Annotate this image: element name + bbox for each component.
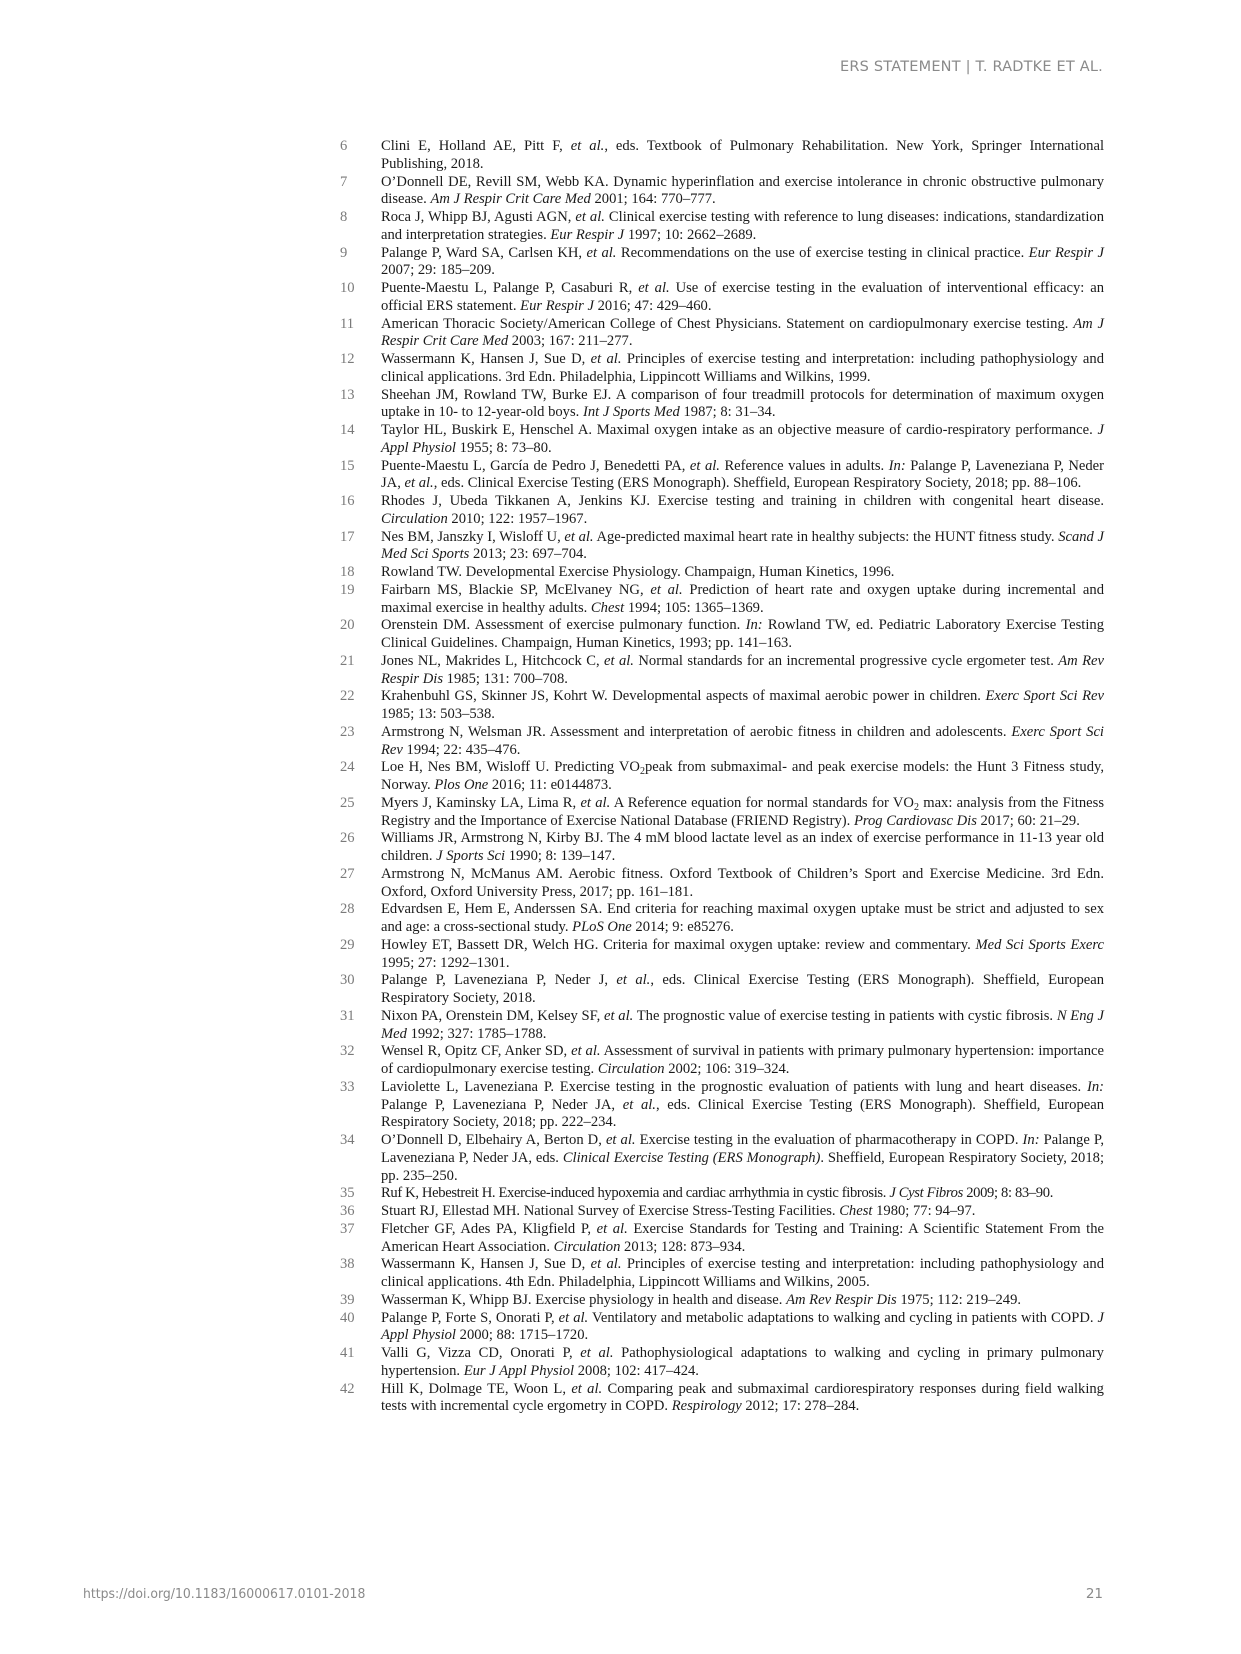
reference-segment: 1995; 27: 1292–1301.	[381, 954, 510, 971]
reference-segment: Rhodes J, Ubeda Tikkanen A, Jenkins KJ. Exercise testing and training in children with congenital heart disease.	[381, 493, 1104, 509]
reference-segment: O’Donnell DE, Revill SM, Webb KA. Dynamic hyperinflation and exercise intolerance in chronic obstructive pulmonary disease.	[381, 173, 1104, 208]
reference-segment: 1994; 105: 1365–1369.	[624, 599, 764, 616]
reference-segment: Prediction of heart rate and oxygen uptake during incremental and maximal exercise in healthy adults.	[381, 581, 1104, 616]
reference-italic-segment: et al.	[564, 528, 594, 545]
reference-text	[381, 830, 1104, 866]
reference-number: 7	[340, 173, 348, 190]
reference-segment: Orenstein DM. Assessment of exercise pulmonary function.	[381, 617, 746, 634]
reference-italic-segment: PLoS One	[572, 919, 632, 935]
reference-italic-segment: Am J Respir Crit Care Med	[381, 315, 1104, 350]
reference-italic-segment: Am J Respir Crit Care Med	[430, 191, 591, 208]
reference-number: 27	[340, 865, 355, 882]
reference-italic-segment: J Appl Physiol	[381, 1309, 1105, 1344]
reference-text	[381, 422, 1104, 458]
reference-text	[381, 245, 1104, 281]
reference-segment: Palange P, Laveneziana P, Neder J,	[381, 972, 617, 989]
reference-number: 39	[340, 1291, 355, 1308]
reference-segment: O’Donnell D, Elbehairy A, Berton D,	[381, 1132, 606, 1148]
reference-segment: Wassermann K, Hansen J, Sue D,	[381, 351, 591, 367]
reference-italic-segment: et al.	[571, 1380, 603, 1397]
reference-number: 17	[340, 528, 355, 545]
reference-text	[381, 866, 1104, 902]
reference-text	[381, 316, 1104, 352]
reference-item	[340, 245, 1104, 281]
reference-text	[381, 617, 1104, 653]
reference-item	[340, 617, 1104, 653]
reference-number: 16	[340, 493, 355, 509]
page-number: 21	[1085, 1586, 1103, 1602]
reference-text	[381, 1381, 1104, 1417]
reference-text	[381, 1345, 1104, 1381]
reference-segment: Palange P, Ward SA, Carlsen KH,	[381, 244, 587, 261]
reference-item	[340, 387, 1104, 423]
reference-segment: Jones NL, Makrides L, Hitchcock C,	[381, 652, 605, 669]
reference-segment: 1992; 327: 1785–1788.	[406, 1025, 547, 1042]
reference-italic-segment: et al.	[575, 209, 605, 225]
reference-segment: 1975; 112: 219–249.	[896, 1291, 1022, 1308]
reference-italic-segment: et al.	[616, 972, 651, 989]
reference-segment: Age-predicted maximal heart rate in healthy subjects: the HUNT fitness study.	[593, 528, 1059, 545]
doi-link[interactable]: https://doi.org/10.1183/16000617.0101-2018	[83, 1586, 366, 1602]
reference-subscript: 2	[913, 801, 919, 813]
reference-segment: , eds. Textbook of Pulmonary Rehabilitation. New York, Springer International Publishing, 2018.	[381, 138, 1105, 172]
reference-segment: 2010; 122: 1957–1967.	[447, 510, 588, 527]
reference-italic-segment: Circulation	[597, 1061, 665, 1077]
reference-segment: Exercise Standards for Testing and Training: A Scientific Statement From the American Heart Association.	[381, 1220, 1104, 1255]
reference-item	[340, 866, 1104, 902]
reference-text	[381, 529, 1104, 565]
reference-number: 15	[340, 457, 355, 474]
reference-italic-segment: Respirology	[671, 1398, 742, 1415]
reference-segment: Principles of exercise testing and interpretation: including pathophysiology and clinical applications. 3rd Edn. Philadelphia, Lippincott Williams and Wilkins, 1999.	[381, 351, 1104, 385]
reference-italic-segment: et al.	[638, 280, 670, 296]
reference-segment: peak from submaximal- and peak exercise models: the Hunt 3 Fitness study, Norway.	[381, 759, 1104, 793]
reference-segment: Nes BM, Janszky I, Wisloff U,	[381, 528, 565, 545]
reference-item	[340, 1132, 1104, 1185]
reference-italic-segment: et al.	[650, 581, 683, 598]
reference-segment: Clini E, Holland AE, Pitt F,	[381, 138, 571, 154]
reference-segment: Wasserman K, Whipp BJ. Exercise physiology in health and disease.	[381, 1291, 787, 1308]
reference-item	[340, 1221, 1104, 1257]
reference-item	[340, 1185, 1104, 1203]
reference-text	[381, 1043, 1104, 1079]
reference-italic-segment: Exerc Sport Sci Rev	[985, 688, 1104, 705]
reference-text	[381, 1008, 1104, 1044]
reference-segment: , eds. Clinical Exercise Testing (ERS Monograph). Sheffield, European Respiratory Society, 2018; pp. 222–234.	[381, 1096, 1104, 1131]
reference-text	[381, 1256, 1104, 1292]
reference-list	[340, 138, 1104, 1416]
reference-text	[381, 209, 1104, 245]
reference-segment: . Sheffield, European Respiratory Society, 2018; pp. 235–250.	[381, 1149, 1104, 1184]
reference-number: 35	[340, 1185, 355, 1202]
reference-italic-segment: et al.	[580, 1345, 614, 1361]
reference-number: 20	[340, 617, 355, 634]
reference-segment: The prognostic value of exercise testing in patients with cystic fibrosis.	[633, 1007, 1057, 1024]
reference-item	[340, 937, 1104, 973]
reference-text	[381, 1310, 1104, 1346]
reference-number: 13	[340, 386, 355, 403]
reference-segment: 2017; 60: 21–29.	[976, 812, 1080, 829]
reference-segment: Stuart RJ, Ellestad MH. National Survey of Exercise Stress-Testing Facilities.	[381, 1203, 840, 1219]
reference-italic-segment: Int J Sports Med	[582, 404, 680, 421]
reference-italic-segment: et al.	[605, 1132, 636, 1148]
reference-number: 29	[340, 936, 355, 953]
reference-segment: 1985; 131: 700–708.	[443, 670, 568, 687]
reference-number: 26	[340, 830, 355, 847]
reference-segment: max: analysis from the Fitness Registry and the Importance of Exercise National Database (FRIEND Registry).	[381, 794, 1104, 829]
reference-italic-segment: et al.	[571, 1043, 601, 1060]
reference-number: 28	[340, 901, 355, 918]
reference-italic-segment: et al.	[596, 1220, 628, 1237]
reference-italic-segment: et al.	[580, 794, 611, 811]
reference-segment: 2013; 23: 697–704.	[469, 546, 587, 563]
reference-text	[381, 387, 1104, 423]
reference-item	[340, 901, 1104, 937]
reference-segment: Palange P, Forte S, Onorati P,	[381, 1309, 559, 1326]
reference-text	[381, 1079, 1104, 1132]
reference-segment: Sheehan JM, Rowland TW, Burke EJ. A comparison of four treadmill protocols for determination of maximum oxygen uptake in 10- to 12-year-old boys.	[381, 386, 1104, 421]
reference-text	[381, 493, 1104, 529]
reference-segment: 2000; 88: 1715–1720.	[456, 1327, 589, 1344]
reference-segment: Recommendations on the use of exercise testing in clinical practice.	[616, 244, 1029, 261]
reference-item	[340, 1345, 1104, 1381]
reference-text	[381, 901, 1104, 937]
reference-item	[340, 1292, 1104, 1310]
reference-number: 6	[340, 138, 348, 154]
reference-text	[381, 972, 1104, 1008]
reference-segment: Krahenbuhl GS, Skinner JS, Kohrt W. Developmental aspects of maximal aerobic power in children.	[381, 688, 986, 705]
reference-number: 40	[340, 1309, 355, 1326]
reference-segment: Howley ET, Bassett DR, Welch HG. Criteria for maximal oxygen uptake: review and commentary.	[381, 936, 976, 953]
reference-italic-segment: N Eng J Med	[381, 1007, 1105, 1042]
reference-italic-segment: et al.	[590, 1256, 622, 1273]
reference-segment: Wassermann K, Hansen J, Sue D,	[381, 1256, 591, 1273]
reference-number: 36	[340, 1203, 355, 1219]
reference-number: 23	[340, 723, 355, 740]
reference-item	[340, 564, 1104, 582]
reference-segment: 2002; 106: 319–324.	[664, 1061, 790, 1077]
reference-italic-segment: Eur Respir J	[1028, 244, 1104, 261]
reference-segment: Hill K, Dolmage TE, Woon L,	[381, 1380, 572, 1397]
reference-italic-segment: et al.	[604, 652, 634, 669]
reference-text	[381, 280, 1104, 316]
reference-italic-segment: Prog Cardiovasc Dis	[853, 812, 977, 829]
reference-text	[381, 1292, 1104, 1310]
reference-segment: 2009; 8: 83–90.	[962, 1185, 1053, 1202]
reference-italic-segment: et al.	[586, 244, 617, 261]
reference-italic-segment: In:	[1086, 1078, 1104, 1095]
reference-segment: Fairbarn MS, Blackie SP, McElvaney NG,	[381, 581, 651, 598]
reference-text	[381, 458, 1104, 494]
reference-segment: Palange P, Laveneziana P, Neder JA,	[381, 1096, 623, 1113]
reference-segment: , eds. Clinical Exercise Testing (ERS Monograph). Sheffield, European Respiratory Society, 2018.	[381, 972, 1104, 1006]
reference-segment: Roca J, Whipp BJ, Agusti AGN,	[381, 209, 576, 225]
reference-text	[381, 582, 1104, 618]
reference-segment: Exercise testing in the evaluation of pharmacotherapy in COPD.	[635, 1132, 1023, 1148]
reference-segment: Rowland TW, ed. Pediatric Laboratory Exercise Testing Clinical Guidelines. Champaign, Human Kinetics, 1993; pp. 141–163.	[381, 617, 1104, 651]
reference-italic-segment: Chest	[839, 1203, 873, 1219]
reference-italic-segment: Circulation	[381, 510, 448, 527]
reference-number: 37	[340, 1220, 355, 1237]
reference-segment: Taylor HL, Buskirk E, Henschel A. Maximal oxygen intake as an objective measure of cardio-respiratory performance.	[381, 422, 1098, 438]
reference-segment: Ruf K, Hebestreit H. Exercise-induced hypoxemia and cardiac arrhythmia in cystic fibrosis.	[381, 1185, 890, 1202]
reference-italic-segment: J Sports Sci	[436, 848, 506, 864]
reference-segment: Ventilatory and metabolic adaptations to walking and cycling in patients with COPD.	[588, 1309, 1098, 1326]
reference-item	[340, 422, 1104, 458]
reference-item	[340, 1381, 1104, 1417]
reference-text	[381, 795, 1104, 831]
reference-segment: Nixon PA, Orenstein DM, Kelsey SF,	[381, 1007, 605, 1024]
reference-italic-segment: Circulation	[553, 1238, 621, 1255]
reference-number: 34	[340, 1132, 355, 1148]
reference-number: 38	[340, 1256, 355, 1273]
reference-segment: 1997; 10: 2662–2689.	[624, 226, 757, 243]
reference-italic-segment: Clinical Exercise Testing (ERS Monograph)	[562, 1149, 821, 1166]
reference-italic-segment: In:	[888, 457, 906, 474]
reference-number: 41	[340, 1345, 355, 1361]
reference-segment: Normal standards for an incremental progressive cycle ergometer test.	[633, 652, 1059, 669]
reference-item	[340, 724, 1104, 760]
reference-number: 11	[340, 315, 355, 332]
reference-item	[340, 830, 1104, 866]
reference-segment: Reference values in adults.	[719, 457, 889, 474]
reference-item	[340, 174, 1104, 210]
reference-item	[340, 1079, 1104, 1132]
reference-segment: Assessment of survival in patients with primary pulmonary hypertension: importance of cardiopulmonary exercise testing.	[381, 1043, 1104, 1077]
reference-italic-segment: et al.	[689, 457, 720, 474]
reference-segment: Valli G, Vizza CD, Onorati P,	[381, 1345, 581, 1361]
reference-item	[340, 688, 1104, 724]
reference-text	[381, 1203, 1104, 1221]
reference-italic-segment: Eur Respir J	[550, 226, 625, 243]
reference-text	[381, 1132, 1104, 1185]
reference-segment: Pathophysiological adaptations to walking and cycling in primary pulmonary hypertension.	[381, 1345, 1104, 1379]
reference-segment: 1955; 8: 73–80.	[456, 439, 552, 456]
reference-item	[340, 458, 1104, 494]
reference-text	[381, 688, 1104, 724]
reference-item	[340, 280, 1104, 316]
reference-segment: 2001; 164: 770–777.	[590, 191, 716, 208]
reference-text	[381, 1185, 1104, 1203]
reference-number: 42	[340, 1380, 355, 1397]
reference-text	[381, 564, 1104, 582]
reference-item	[340, 493, 1104, 529]
reference-italic-segment: Eur Respir J	[520, 297, 594, 314]
reference-item	[340, 1008, 1104, 1044]
reference-italic-segment: et al.	[404, 475, 434, 492]
reference-italic-segment: J Appl Physiol	[381, 422, 1104, 456]
reference-segment: 2007; 29: 185–209.	[381, 262, 495, 279]
reference-italic-segment: Eur J Appl Physiol	[463, 1362, 575, 1379]
reference-italic-segment: et al.	[622, 1096, 656, 1113]
reference-item	[340, 972, 1104, 1008]
reference-segment: 2008; 102: 417–424.	[574, 1362, 699, 1379]
reference-number: 22	[340, 688, 355, 705]
reference-italic-segment: Scand J Med Sci Sports	[381, 528, 1104, 563]
reference-number: 18	[340, 564, 355, 580]
reference-segment: Wensel R, Opitz CF, Anker SD,	[381, 1043, 572, 1060]
reference-item	[340, 138, 1104, 174]
reference-text	[381, 174, 1104, 210]
reference-text	[381, 724, 1104, 760]
reference-segment: Armstrong N, McManus AM. Aerobic fitness. Oxford Textbook of Children’s Sport and Exercise Medicine. 3rd Edn. Oxford, Oxford University Press, 2017; pp. 161–181.	[381, 865, 1104, 900]
reference-text	[381, 138, 1104, 174]
reference-italic-segment: et al.	[570, 138, 605, 154]
reference-segment: Use of exercise testing in the evaluation of interventional efficacy: an official ERS statement.	[381, 280, 1104, 314]
reference-segment: Williams JR, Armstrong N, Kirby BJ. The 4 mM blood lactate level as an index of exercise performance in 11-13 year old children.	[381, 830, 1104, 864]
reference-segment: 1994; 22: 435–476.	[402, 741, 521, 758]
reference-text	[381, 937, 1104, 973]
reference-segment: Laviolette L, Laveneziana P. Exercise testing in the prognostic evaluation of patients with lung and heart diseases.	[381, 1078, 1087, 1095]
reference-number: 10	[340, 280, 355, 296]
reference-number: 33	[340, 1078, 355, 1095]
reference-italic-segment: Med Sci Sports Exerc	[975, 936, 1104, 953]
reference-segment: Comparing peak and submaximal cardiorespiratory responses during field walking tests with incremental cycle ergometry in COPD.	[381, 1380, 1104, 1415]
reference-segment: 2016; 11: e0144873.	[488, 777, 612, 793]
reference-segment: 2016; 47: 429–460.	[593, 297, 712, 314]
reference-italic-segment: et al.	[590, 351, 622, 367]
reference-segment: 2003; 167: 211–277.	[508, 333, 633, 350]
reference-item	[340, 759, 1104, 795]
reference-number: 12	[340, 351, 355, 367]
reference-segment: 1980; 77: 94–97.	[872, 1203, 976, 1219]
reference-segment: Principles of exercise testing and interpretation: including pathophysiology and clinical applications. 4th Edn. Philadelphia, Lippincott Williams and Wilkins, 2005.	[381, 1256, 1104, 1290]
reference-item	[340, 1203, 1104, 1221]
reference-segment: Myers J, Kaminsky LA, Lima R,	[381, 794, 581, 811]
reference-italic-segment: Exerc Sport Sci Rev	[381, 723, 1104, 758]
reference-item	[340, 209, 1104, 245]
reference-segment: Puente-Maestu L, Palange P, Casaburi R,	[381, 280, 639, 296]
reference-italic-segment: Am Rev Respir Dis	[381, 652, 1104, 687]
reference-segment: Rowland TW. Developmental Exercise Physiology. Champaign, Human Kinetics, 1996.	[381, 564, 895, 580]
reference-segment: American Thoracic Society/American College of Chest Physicians. Statement on cardiopulmonary exercise testing.	[381, 315, 1074, 332]
reference-segment: 2012; 17: 278–284.	[741, 1398, 860, 1415]
reference-item	[340, 529, 1104, 565]
reference-item	[340, 653, 1104, 689]
reference-segment: , eds. Clinical Exercise Testing (ERS Monograph). Sheffield, European Respiratory Society, 2018; pp. 88–106.	[433, 475, 1082, 492]
reference-segment: Fletcher GF, Ades PA, Kligfield P,	[381, 1220, 597, 1237]
reference-segment: Puente-Maestu L, García de Pedro J, Benedetti PA,	[381, 457, 690, 474]
reference-text	[381, 351, 1104, 387]
reference-segment: 2014; 9: e85276.	[631, 919, 734, 935]
reference-item	[340, 1310, 1104, 1346]
reference-segment: 1985; 13: 503–538.	[381, 706, 495, 722]
reference-italic-segment: Am Rev Respir Dis	[786, 1291, 897, 1308]
reference-item	[340, 582, 1104, 618]
reference-number: 9	[340, 244, 348, 261]
reference-item	[340, 1043, 1104, 1079]
reference-segment: Edvardsen E, Hem E, Anderssen SA. End criteria for reaching maximal oxygen uptake must be strict and adjusted to sex and age: a cross-sectional study.	[381, 901, 1104, 935]
reference-item	[340, 1256, 1104, 1292]
reference-italic-segment: Chest	[590, 599, 625, 616]
reference-segment: Palange P, Laveneziana P, Neder JA,	[381, 457, 1105, 492]
reference-number: 25	[340, 794, 355, 811]
reference-segment: Clinical exercise testing with reference to lung diseases: indications, standardization and interpretation strategies.	[381, 209, 1104, 243]
reference-italic-segment: In:	[1022, 1132, 1040, 1148]
reference-number: 14	[340, 422, 355, 438]
reference-text	[381, 1221, 1104, 1257]
reference-number: 30	[340, 972, 355, 989]
reference-segment: Loe H, Nes BM, Wisloff U. Predicting VO	[381, 759, 640, 776]
reference-number: 21	[340, 652, 355, 669]
reference-italic-segment: In:	[745, 617, 763, 634]
reference-number: 8	[340, 209, 348, 225]
reference-italic-segment: et al.	[558, 1309, 589, 1326]
reference-segment: A Reference equation for normal standards for VO	[610, 794, 914, 811]
running-head: ERS STATEMENT | T. RADTKE ET AL.	[840, 59, 1103, 75]
reference-subscript: 2	[639, 766, 645, 778]
reference-number: 31	[340, 1007, 355, 1024]
reference-item	[340, 351, 1104, 387]
reference-italic-segment: Plos One	[434, 777, 489, 793]
reference-italic-segment: J Cyst Fibros	[889, 1185, 963, 1202]
reference-text	[381, 653, 1104, 689]
reference-item	[340, 795, 1104, 831]
reference-segment: 2013; 128: 873–934.	[620, 1238, 746, 1255]
reference-segment: Palange P, Laveneziana P, Neder JA, eds.	[381, 1132, 1105, 1166]
reference-segment: 1990; 8: 139–147.	[505, 848, 616, 864]
reference-text	[381, 759, 1104, 795]
reference-segment: Armstrong N, Welsman JR. Assessment and interpretation of aerobic fitness in children and adolescents.	[381, 723, 1012, 740]
reference-number: 32	[340, 1043, 355, 1060]
reference-number: 19	[340, 581, 355, 598]
reference-number: 24	[340, 759, 355, 776]
reference-item	[340, 316, 1104, 352]
reference-segment: 1987; 8: 31–34.	[679, 404, 776, 421]
reference-italic-segment: et al.	[604, 1007, 634, 1024]
